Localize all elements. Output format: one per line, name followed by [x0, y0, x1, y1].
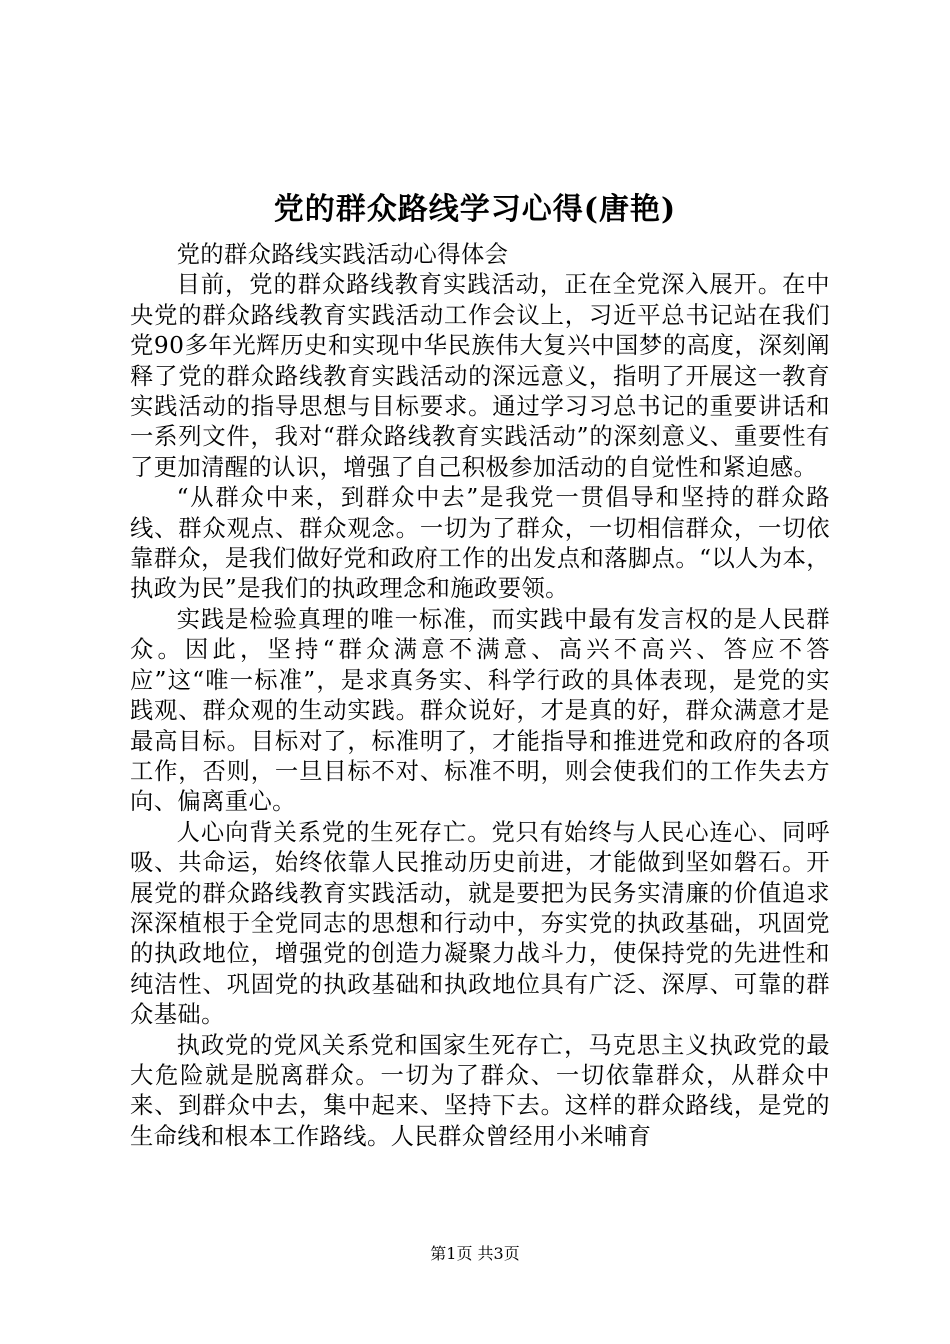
paragraph: 执政党的党风关系党和国家生死存亡，马克思主义执政党的最大危险就是脱离群众。一切为了群众、一切依靠群众，从群众中来、到群众中去，集中起来、坚持下去。这样的群众路线，是党的生命线和根本工作路线。人民群众曾经用小米哺育 — [130, 1031, 830, 1150]
paragraph: 实践是检验真理的唯一标准，而实践中最有发言权的是人民群众。因此，坚持“群众满意不满意、高兴不高兴、答应不答应”这“唯一标准”，是求真务实、科学行政的具体表现，是党的实践观、群众观的生动实践。群众说好，才是真的好，群众满意才是最高目标。目标对了，标准明了，才能指导和推进党和政府的各项工作，否则，一旦目标不对、标准不明，则会使我们的工作失去方向、偏离重心。 — [130, 605, 830, 816]
page-footer: 第1页 共3页 — [430, 1244, 520, 1263]
paragraph: “从群众中来，到群众中去”是我党一贯倡导和坚持的群众路线、群众观点、群众观念。一切为了群众，一切相信群众，一切依靠群众，是我们做好党和政府工作的出发点和落脚点。“以人为本，执政为民”是我们的执政理念和施政要领。 — [130, 484, 830, 603]
document-body — [130, 240, 830, 1152]
document-title: 党的群众路线学习心得(唐艳) — [273, 192, 677, 227]
paragraph-subtitle: 党的群众路线实践活动心得体会 — [176, 241, 509, 268]
paragraph: 人心向背关系党的生死存亡。党只有始终与人民心连心、同呼吸、共命运，始终依靠人民推动历史前进，才能做到坚如磐石。开展党的群众路线教育实践活动，就是要把为民务实清廉的价值追求深深植根于全党同志的思想和行动中，夯实党的执政基础，巩固党的执政地位，增强党的创造力凝聚力战斗力，使保持党的先进性和纯洁性、巩固党的执政基础和执政地位具有广泛、深厚、可靠的群众基础。 — [130, 818, 830, 1029]
paragraph: 目前，党的群众路线教育实践活动，正在全党深入展开。在中央党的群众路线教育实践活动工作会议上，习近平总书记站在我们党90多年光辉历史和实现中华民族伟大复兴中国梦的高度，深刻阐释了党的群众路线教育实践活动的深远意义，指明了开展这一教育实践活动的指导思想与目标要求。通过学习习总书记的重要讲话和一系列文件，我对“群众路线教育实践活动”的深刻意义、重要性有了更加清醒的认识，增强了自己积极参加活动的自觉性和紧迫感。 — [130, 271, 830, 481]
